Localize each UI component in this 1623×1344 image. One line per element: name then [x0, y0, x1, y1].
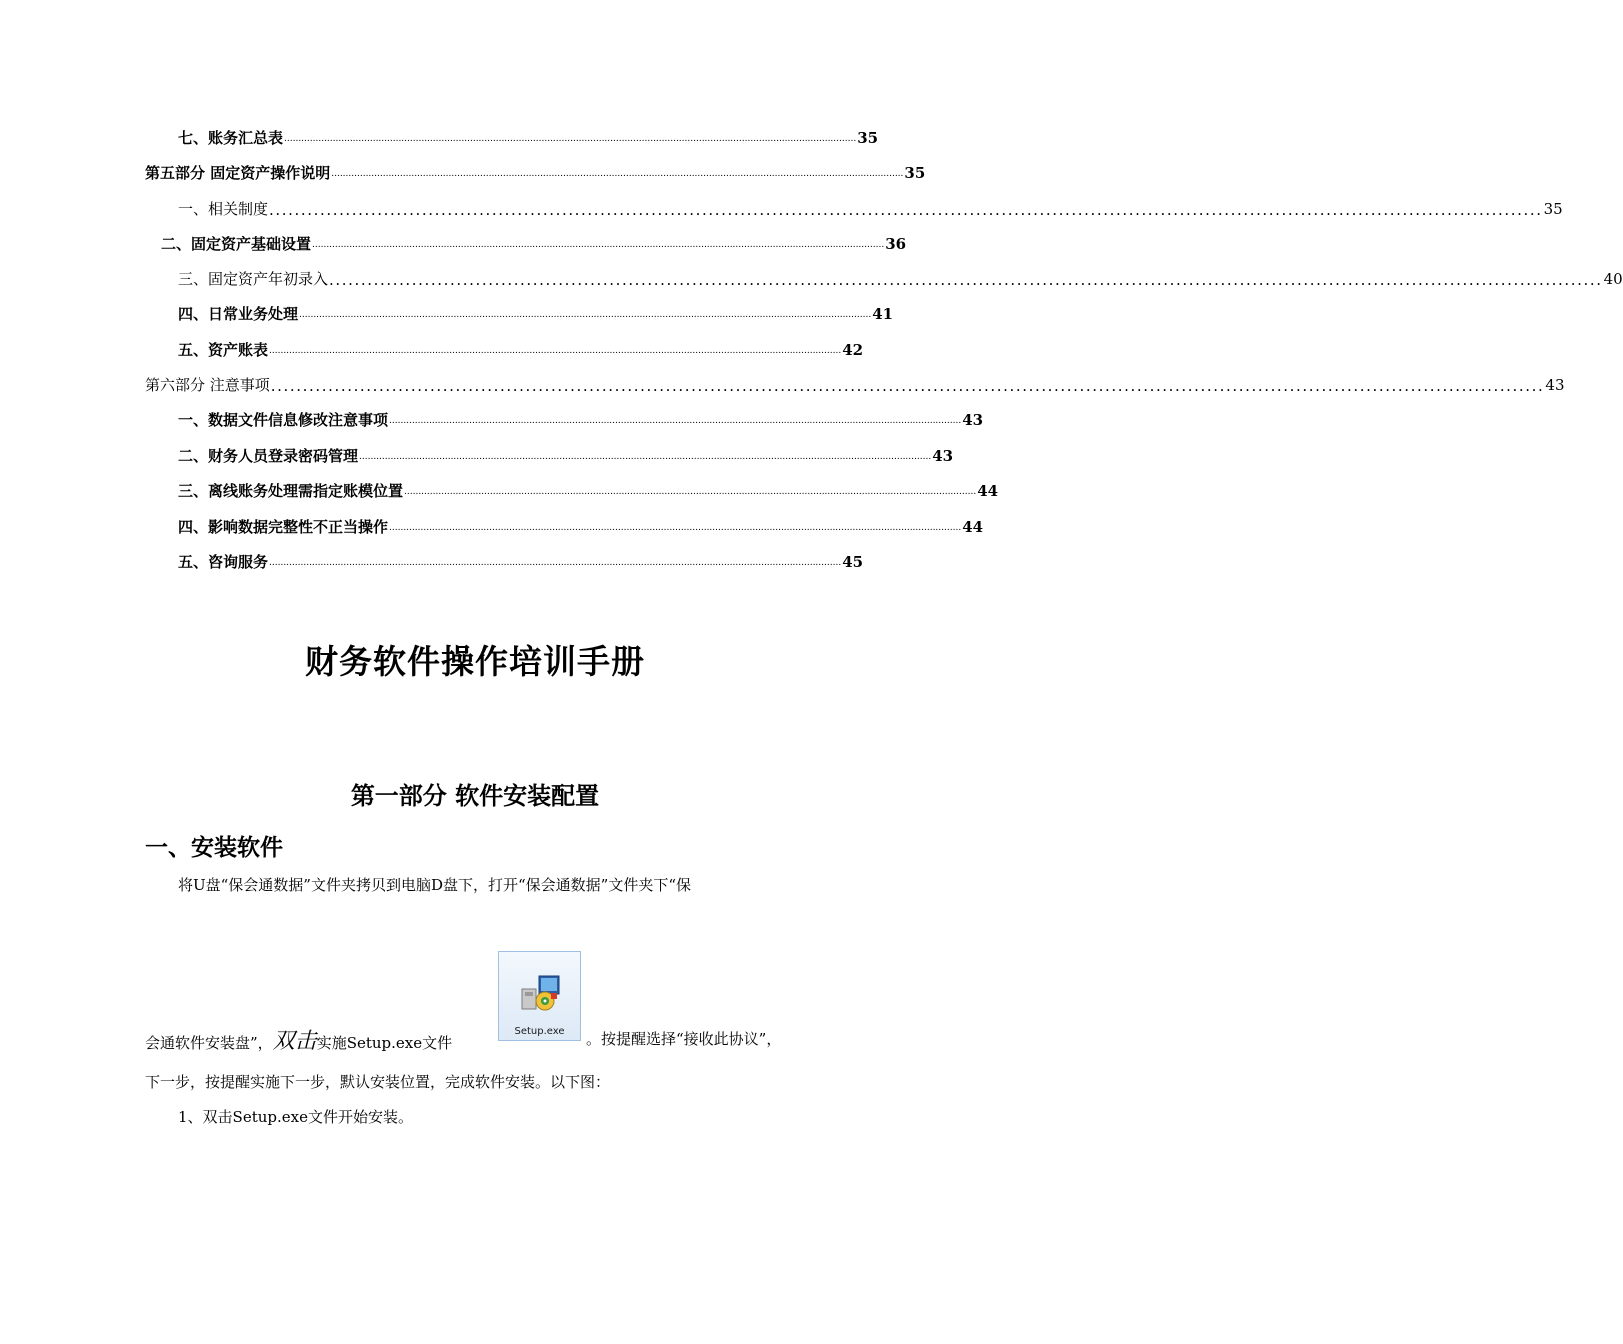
toc-leader: ........................................................................................................................................................................................................ — [284, 134, 857, 144]
toc-entry-text: 第六部分 注意事项 — [145, 376, 270, 394]
toc-entry[interactable] — [178, 267, 1623, 289]
toc-entry-page: 44 — [962, 518, 984, 536]
document-title: 财务软件操作培训手册 — [305, 642, 645, 681]
body-line-1: 将U盘“保会通数据”文件夹拷贝到电脑D盘下，打开“保会通数据”文件夹下“保 — [178, 876, 692, 894]
setup-file-label: Setup.exe — [514, 1026, 565, 1037]
toc-leader: ........................................................................................................................................................................................................ — [312, 240, 885, 250]
body-line-2-tail: 。按提醒选择“接收此协议”， — [586, 1030, 782, 1048]
toc-entry-text: 五、咨询服务 — [178, 553, 269, 571]
toc-entry-page: 43 — [962, 411, 984, 429]
toc-entry-page: 35 — [1543, 200, 1563, 218]
body-line-2-emphasis: 双击 — [272, 1029, 317, 1054]
toc-entry-text: 一、相关制度 — [178, 200, 269, 218]
toc-entry-text: 四、日常业务处理 — [178, 305, 299, 323]
toc-entry-page: 40 — [1603, 270, 1623, 288]
toc-entry[interactable] — [178, 479, 999, 501]
toc-leader: ........................................................................................................................................................................................................ — [389, 416, 962, 426]
toc-leader: ........................................................................................................................................................................................................ — [389, 523, 962, 533]
toc-leader: ........................................................................................................................................................................................................ — [270, 377, 1545, 395]
toc-entry-page: 45 — [842, 553, 864, 571]
toc-entry[interactable] — [145, 373, 1565, 395]
toc-entry[interactable] — [178, 338, 864, 360]
toc-entry-text: 三、离线账务处理需指定账模位置 — [178, 482, 404, 500]
toc-leader: ........................................................................................................................................................................................................ — [269, 346, 842, 356]
toc-entry-text: 二、固定资产基础设置 — [161, 235, 312, 253]
toc-entry-page: 36 — [885, 235, 907, 253]
part-title: 第一部分 软件安装配置 — [350, 781, 600, 810]
toc-entry-text: 二、财务人员登录密码管理 — [178, 447, 359, 465]
toc-entry-page: 35 — [904, 164, 926, 182]
toc-entry-page: 41 — [872, 305, 894, 323]
toc-entry[interactable] — [178, 197, 1563, 219]
toc-entry-page: 35 — [857, 129, 879, 147]
toc-leader: ........................................................................................................................................................................................................ — [404, 487, 977, 497]
toc-entry[interactable] — [178, 550, 864, 572]
toc-leader: ........................................................................................................................................................................................................ — [299, 310, 872, 320]
toc-entry-text: 三、固定资产年初录入 — [178, 270, 329, 288]
body-line-2-a: 会通软件安装盘”， — [145, 1034, 273, 1052]
toc-leader: ........................................................................................................................................................................................................ — [359, 452, 932, 462]
setup-file-icon[interactable] — [498, 951, 581, 1041]
toc-entry-page: 44 — [977, 482, 999, 500]
toc-entry[interactable] — [178, 302, 894, 324]
toc-entry-text: 第五部分 固定资产操作说明 — [145, 164, 331, 182]
toc-leader: ........................................................................................................................................................................................................ — [269, 201, 1543, 219]
toc-leader: ........................................................................................................................................................................................................ — [331, 169, 904, 179]
installer-icon — [499, 956, 582, 1026]
toc-entry[interactable] — [145, 161, 926, 183]
toc-entry-text: 一、数据文件信息修改注意事项 — [178, 411, 389, 429]
toc-entry[interactable] — [178, 444, 954, 466]
toc-entry[interactable] — [178, 408, 984, 430]
toc-entry-page: 43 — [932, 447, 954, 465]
section-title: 一、安装软件 — [145, 834, 283, 861]
toc-entry[interactable] — [178, 126, 879, 148]
body-line-2-c: 实施Setup.exe文件 — [316, 1034, 453, 1052]
body-line-3: 下一步，按提醒实施下一步，默认安装位置，完成软件安装。以下图： — [145, 1073, 611, 1091]
body-line-4: 1、双击Setup.exe文件开始安装。 — [178, 1108, 413, 1126]
toc-entry[interactable] — [178, 515, 984, 537]
toc-entry-page: 43 — [1545, 376, 1565, 394]
toc-entry-text: 五、资产账表 — [178, 341, 269, 359]
toc-entry-text: 七、账务汇总表 — [178, 129, 284, 147]
toc-entry-page: 42 — [842, 341, 864, 359]
body-line-2 — [145, 1024, 452, 1055]
toc-entry[interactable] — [161, 232, 907, 254]
toc-leader: ........................................................................................................................................................................................................ — [329, 271, 1603, 289]
toc-leader: ........................................................................................................................................................................................................ — [269, 558, 842, 568]
toc-entry-text: 四、影响数据完整性不正当操作 — [178, 518, 389, 536]
